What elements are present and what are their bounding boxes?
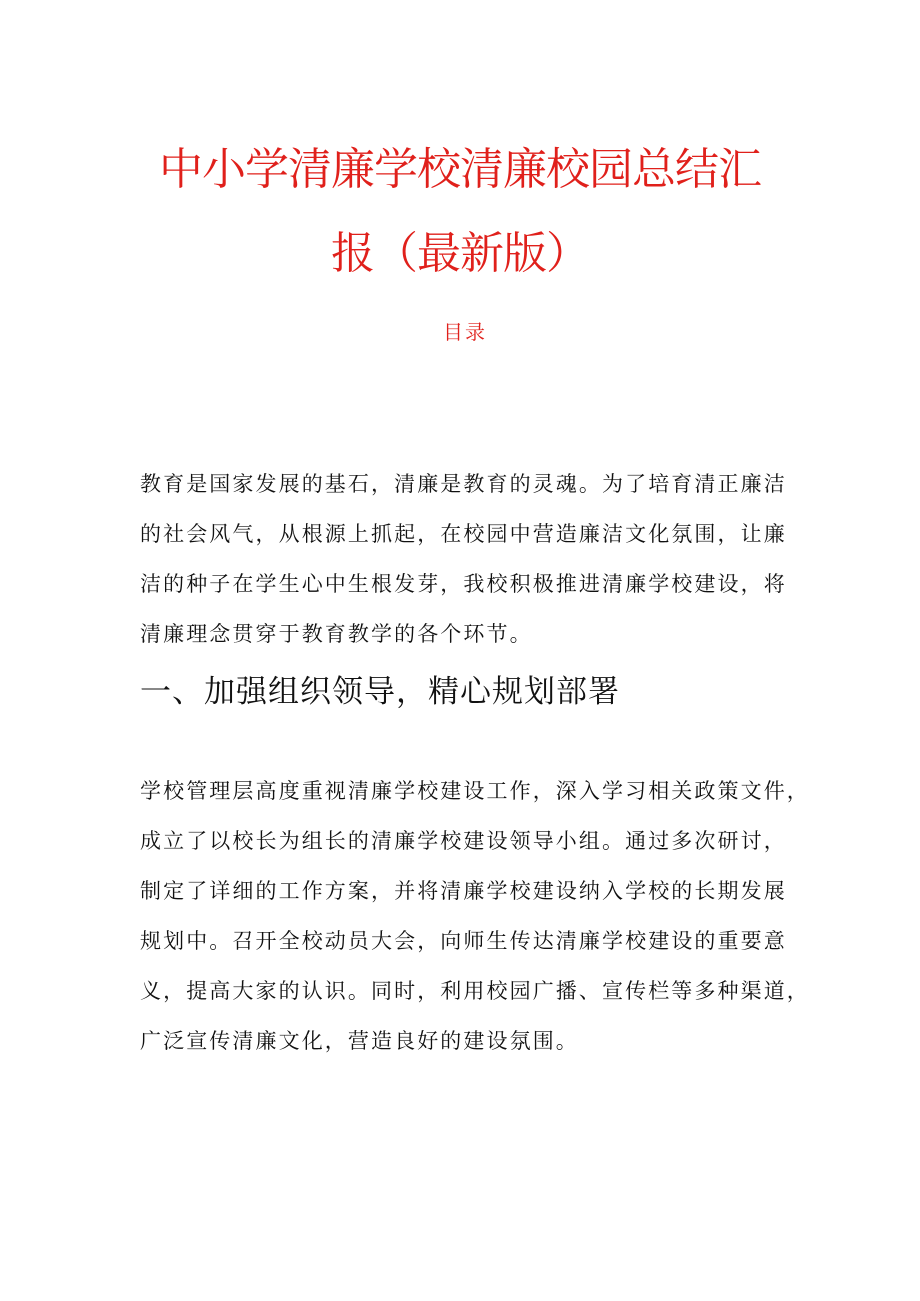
- section-1-line: 学校管理层高度重视清廉学校建设工作，深入学习相关政策文件，: [140, 779, 810, 803]
- document-title: [140, 128, 780, 296]
- intro-line: 的社会风气，从根源上抓起，在校园中营造廉洁文化氛围，让廉: [140, 522, 787, 546]
- section-1-line: 规划中。召开全校动员大会，向师生传达清廉学校建设的重要意: [140, 929, 787, 953]
- section-1-line: 成立了以校长为组长的清廉学校建设领导小组。通过多次研讨，: [140, 829, 787, 853]
- intro-line: 洁的种子在学生心中生根发芽，我校积极推进清廉学校建设，将: [140, 572, 787, 596]
- intro-line: 清廉理念贯穿于教育教学的各个环节。: [140, 622, 533, 646]
- section-1-line: 广泛宣传清廉文化，营造良好的建设氛围。: [140, 1029, 579, 1053]
- section-1-paragraph: [140, 766, 810, 1066]
- section-1-line: 制定了详细的工作方案，并将清廉学校建设纳入学校的长期发展: [140, 879, 787, 903]
- section-1-heading: 一、加强组织领导，精心规划部署: [140, 674, 620, 710]
- toc-label: 目录: [443, 320, 487, 344]
- intro-line: 教育是国家发展的基石，清廉是教育的灵魂。为了培育清正廉洁: [140, 472, 787, 496]
- section-1-line: 义，提高大家的认识。同时，利用校园广播、宣传栏等多种渠道，: [140, 979, 810, 1003]
- title-line-2: 报（最新版）: [331, 228, 589, 279]
- title-line-1: 中小学清廉学校清廉校园总结汇: [159, 144, 761, 195]
- intro-paragraph: [140, 459, 792, 659]
